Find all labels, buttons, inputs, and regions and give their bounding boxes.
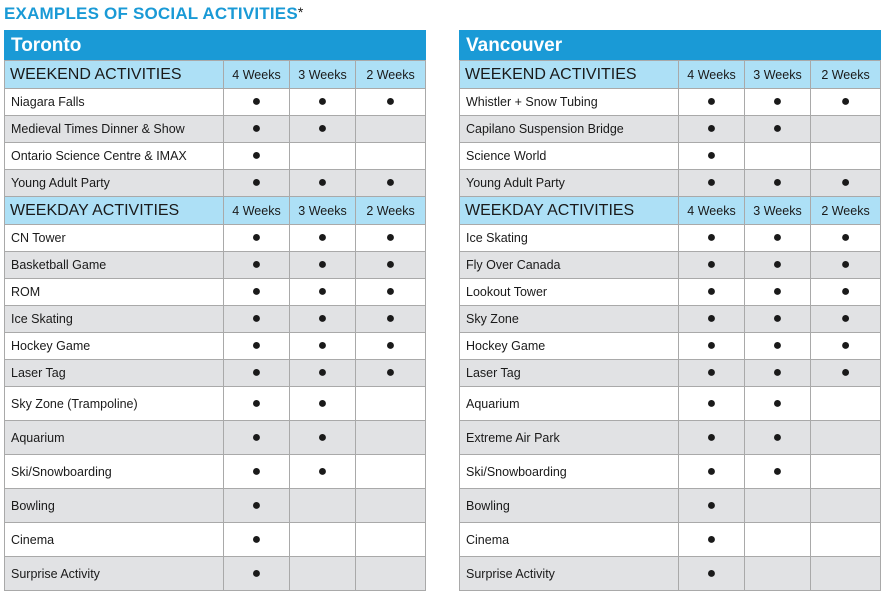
availability-cell — [679, 143, 745, 170]
availability-cell — [679, 387, 745, 421]
availability-cell — [679, 89, 745, 116]
activity-row — [460, 421, 881, 455]
availability-cell — [679, 306, 745, 333]
availability-cell — [679, 455, 745, 489]
availability-cell — [290, 89, 356, 116]
dot-icon: ● — [251, 394, 262, 412]
availability-cell — [811, 306, 881, 333]
availability-cell — [356, 387, 426, 421]
availability-cell — [290, 252, 356, 279]
activity-row — [5, 557, 426, 591]
weeks-column-header: 3 Weeks — [290, 61, 356, 89]
dot-icon: ● — [317, 256, 328, 273]
activity-row — [460, 89, 881, 116]
dot-icon: ● — [840, 364, 851, 381]
availability-cell — [811, 252, 881, 279]
availability-cell — [745, 252, 811, 279]
dot-icon: ● — [706, 310, 717, 327]
vancouver-panel — [459, 30, 881, 591]
vancouver-activities-table — [459, 30, 881, 591]
availability-cell — [356, 89, 426, 116]
activity-name: Laser Tag — [460, 360, 679, 387]
activity-name: Fly Over Canada — [460, 252, 679, 279]
activity-name: Cinema — [460, 523, 679, 557]
dot-icon: ● — [317, 462, 328, 480]
availability-cell — [224, 225, 290, 252]
dot-icon: ● — [706, 394, 717, 412]
availability-cell — [224, 489, 290, 523]
availability-cell — [679, 279, 745, 306]
dot-icon: ● — [317, 310, 328, 327]
weekday-activities-heading: WEEKDAY ACTIVITIES — [460, 197, 679, 225]
footnote-mark: * — [297, 4, 304, 20]
activity-row — [5, 306, 426, 333]
availability-cell — [745, 89, 811, 116]
availability-cell — [745, 455, 811, 489]
activity-name: Surprise Activity — [5, 557, 224, 591]
availability-cell — [745, 523, 811, 557]
activity-row — [5, 333, 426, 360]
dot-icon: ● — [251, 93, 262, 110]
dot-icon: ● — [772, 256, 783, 273]
dot-icon: ● — [772, 394, 783, 412]
availability-cell — [811, 225, 881, 252]
dot-icon: ● — [840, 256, 851, 273]
availability-cell — [290, 116, 356, 143]
dot-icon: ● — [706, 229, 717, 246]
dot-icon: ● — [317, 428, 328, 446]
availability-cell — [356, 225, 426, 252]
activity-row — [460, 279, 881, 306]
availability-cell — [224, 306, 290, 333]
availability-cell — [811, 170, 881, 197]
activity-name: Sky Zone (Trampoline) — [5, 387, 224, 421]
availability-cell — [356, 421, 426, 455]
dot-icon: ● — [251, 428, 262, 446]
availability-cell — [224, 387, 290, 421]
activity-row — [460, 306, 881, 333]
activity-name: Young Adult Party — [5, 170, 224, 197]
availability-cell — [356, 523, 426, 557]
activity-row — [5, 170, 426, 197]
activity-row — [460, 360, 881, 387]
dot-icon: ● — [251, 147, 262, 164]
toronto-panel — [4, 30, 426, 591]
availability-cell — [356, 279, 426, 306]
activity-row — [460, 170, 881, 197]
availability-cell — [679, 523, 745, 557]
dot-icon: ● — [251, 530, 262, 548]
dot-icon: ● — [385, 93, 396, 110]
activity-name: Hockey Game — [5, 333, 224, 360]
dot-icon: ● — [772, 229, 783, 246]
availability-cell — [356, 143, 426, 170]
activity-row — [460, 116, 881, 143]
activity-name: Ski/Snowboarding — [460, 455, 679, 489]
dot-icon: ● — [385, 310, 396, 327]
availability-cell — [290, 279, 356, 306]
dot-icon: ● — [251, 310, 262, 327]
availability-cell — [290, 455, 356, 489]
activity-name: Surprise Activity — [460, 557, 679, 591]
weekend-activities-header-row — [460, 61, 881, 89]
availability-cell — [290, 333, 356, 360]
activity-row — [5, 89, 426, 116]
activity-name: Science World — [460, 143, 679, 170]
activity-row — [460, 252, 881, 279]
dot-icon: ● — [251, 564, 262, 582]
dot-icon: ● — [706, 120, 717, 137]
activity-name: Laser Tag — [5, 360, 224, 387]
activity-row — [460, 225, 881, 252]
dot-icon: ● — [317, 174, 328, 191]
dot-icon: ● — [385, 174, 396, 191]
availability-cell — [679, 252, 745, 279]
activity-name: Basketball Game — [5, 252, 224, 279]
availability-cell — [290, 557, 356, 591]
dot-icon: ● — [840, 310, 851, 327]
activity-name: ROM — [5, 279, 224, 306]
dot-icon: ● — [251, 462, 262, 480]
toronto-activities-table — [4, 30, 426, 591]
availability-cell — [290, 143, 356, 170]
dot-icon: ● — [706, 564, 717, 582]
availability-cell — [745, 170, 811, 197]
dot-icon: ● — [772, 337, 783, 354]
dot-icon: ● — [385, 256, 396, 273]
availability-cell — [290, 387, 356, 421]
activity-row — [5, 279, 426, 306]
activity-name: Hockey Game — [460, 333, 679, 360]
city-header: Toronto — [5, 31, 426, 61]
weeks-column-header: 4 Weeks — [224, 61, 290, 89]
activity-name: Aquarium — [5, 421, 224, 455]
activity-name: Niagara Falls — [5, 89, 224, 116]
availability-cell — [745, 557, 811, 591]
availability-cell — [679, 116, 745, 143]
availability-cell — [224, 89, 290, 116]
dot-icon: ● — [317, 394, 328, 412]
weeks-column-header: 2 Weeks — [811, 61, 881, 89]
availability-cell — [679, 225, 745, 252]
availability-cell — [679, 360, 745, 387]
dot-icon: ● — [706, 428, 717, 446]
availability-cell — [811, 557, 881, 591]
dot-icon: ● — [317, 120, 328, 137]
availability-cell — [745, 489, 811, 523]
activity-row — [460, 523, 881, 557]
activity-name: Lookout Tower — [460, 279, 679, 306]
availability-cell — [224, 455, 290, 489]
activity-row — [460, 143, 881, 170]
activity-row — [5, 143, 426, 170]
dot-icon: ● — [317, 337, 328, 354]
activity-row — [5, 225, 426, 252]
dot-icon: ● — [706, 364, 717, 381]
availability-cell — [224, 116, 290, 143]
dot-icon: ● — [251, 120, 262, 137]
availability-cell — [811, 523, 881, 557]
availability-cell — [224, 143, 290, 170]
availability-cell — [224, 252, 290, 279]
weeks-column-header: 3 Weeks — [745, 197, 811, 225]
dot-icon: ● — [706, 496, 717, 514]
availability-cell — [224, 333, 290, 360]
page-title — [4, 4, 304, 24]
dot-icon: ● — [251, 496, 262, 514]
dot-icon: ● — [840, 174, 851, 191]
weeks-column-header: 4 Weeks — [224, 197, 290, 225]
dot-icon: ● — [772, 310, 783, 327]
availability-cell — [290, 360, 356, 387]
availability-cell — [224, 557, 290, 591]
weekend-activities-heading: WEEKEND ACTIVITIES — [460, 61, 679, 89]
availability-cell — [356, 306, 426, 333]
availability-cell — [356, 333, 426, 360]
availability-cell — [290, 306, 356, 333]
activity-row — [460, 455, 881, 489]
dot-icon: ● — [706, 174, 717, 191]
availability-cell — [811, 279, 881, 306]
page-title-text: EXAMPLES OF SOCIAL ACTIVITIES — [4, 4, 298, 23]
availability-cell — [745, 306, 811, 333]
availability-cell — [745, 279, 811, 306]
dot-icon: ● — [251, 337, 262, 354]
availability-cell — [224, 279, 290, 306]
weeks-column-header: 2 Weeks — [811, 197, 881, 225]
activity-row — [5, 387, 426, 421]
availability-cell — [811, 333, 881, 360]
availability-cell — [745, 116, 811, 143]
activity-name: Ice Skating — [5, 306, 224, 333]
activity-name: Whistler + Snow Tubing — [460, 89, 679, 116]
dot-icon: ● — [317, 364, 328, 381]
dot-icon: ● — [772, 428, 783, 446]
availability-cell — [290, 489, 356, 523]
activity-name: CN Tower — [5, 225, 224, 252]
availability-cell — [811, 89, 881, 116]
activity-name: Medieval Times Dinner & Show — [5, 116, 224, 143]
dot-icon: ● — [251, 256, 262, 273]
weekday-activities-header-row — [460, 197, 881, 225]
dot-icon: ● — [840, 337, 851, 354]
activity-name: Ontario Science Centre & IMAX — [5, 143, 224, 170]
availability-cell — [290, 170, 356, 197]
availability-cell — [811, 116, 881, 143]
weekend-activities-heading: WEEKEND ACTIVITIES — [5, 61, 224, 89]
availability-cell — [745, 225, 811, 252]
activity-row — [460, 387, 881, 421]
dot-icon: ● — [317, 93, 328, 110]
dot-icon: ● — [840, 283, 851, 300]
availability-cell — [811, 387, 881, 421]
activity-name: Ice Skating — [460, 225, 679, 252]
activity-row — [5, 489, 426, 523]
availability-cell — [679, 170, 745, 197]
activity-row — [5, 252, 426, 279]
dot-icon: ● — [706, 283, 717, 300]
availability-cell — [745, 143, 811, 170]
dot-icon: ● — [385, 337, 396, 354]
availability-cell — [356, 557, 426, 591]
activity-row — [5, 421, 426, 455]
weeks-column-header: 4 Weeks — [679, 61, 745, 89]
availability-cell — [356, 116, 426, 143]
activity-row — [5, 116, 426, 143]
dot-icon: ● — [317, 283, 328, 300]
weeks-column-header: 2 Weeks — [356, 61, 426, 89]
activity-row — [460, 489, 881, 523]
availability-cell — [745, 333, 811, 360]
weeks-column-header: 3 Weeks — [290, 197, 356, 225]
availability-cell — [811, 360, 881, 387]
availability-cell — [679, 333, 745, 360]
dot-icon: ● — [772, 283, 783, 300]
dot-icon: ● — [251, 283, 262, 300]
dot-icon: ● — [251, 229, 262, 246]
availability-cell — [356, 170, 426, 197]
dot-icon: ● — [706, 530, 717, 548]
activity-row — [460, 333, 881, 360]
activity-name: Extreme Air Park — [460, 421, 679, 455]
activity-name: Cinema — [5, 523, 224, 557]
activity-name: Bowling — [460, 489, 679, 523]
activity-name: Sky Zone — [460, 306, 679, 333]
dot-icon: ● — [251, 364, 262, 381]
activity-row — [5, 360, 426, 387]
dot-icon: ● — [706, 337, 717, 354]
weekday-activities-heading: WEEKDAY ACTIVITIES — [5, 197, 224, 225]
weeks-column-header: 3 Weeks — [745, 61, 811, 89]
dot-icon: ● — [772, 462, 783, 480]
availability-cell — [356, 455, 426, 489]
availability-cell — [811, 455, 881, 489]
weekend-activities-header-row — [5, 61, 426, 89]
availability-cell — [356, 360, 426, 387]
dot-icon: ● — [706, 462, 717, 480]
dot-icon: ● — [706, 93, 717, 110]
activity-name: Ski/Snowboarding — [5, 455, 224, 489]
dot-icon: ● — [385, 229, 396, 246]
availability-cell — [811, 421, 881, 455]
availability-cell — [224, 523, 290, 557]
activity-row — [5, 455, 426, 489]
dot-icon: ● — [385, 364, 396, 381]
activity-row — [460, 557, 881, 591]
activity-row — [5, 523, 426, 557]
availability-cell — [224, 360, 290, 387]
dot-icon: ● — [840, 93, 851, 110]
availability-cell — [811, 143, 881, 170]
dot-icon: ● — [772, 174, 783, 191]
dot-icon: ● — [385, 283, 396, 300]
availability-cell — [290, 523, 356, 557]
weeks-column-header: 2 Weeks — [356, 197, 426, 225]
dot-icon: ● — [840, 229, 851, 246]
activity-name: Capilano Suspension Bridge — [460, 116, 679, 143]
dot-icon: ● — [706, 147, 717, 164]
activity-name: Young Adult Party — [460, 170, 679, 197]
activity-name: Bowling — [5, 489, 224, 523]
dot-icon: ● — [706, 256, 717, 273]
availability-cell — [679, 489, 745, 523]
availability-cell — [224, 170, 290, 197]
dot-icon: ● — [251, 174, 262, 191]
availability-cell — [679, 557, 745, 591]
availability-cell — [356, 489, 426, 523]
dot-icon: ● — [317, 229, 328, 246]
availability-cell — [290, 421, 356, 455]
availability-cell — [811, 489, 881, 523]
availability-cell — [745, 421, 811, 455]
weekday-activities-header-row — [5, 197, 426, 225]
availability-cell — [745, 360, 811, 387]
availability-cell — [224, 421, 290, 455]
availability-cell — [356, 252, 426, 279]
dot-icon: ● — [772, 93, 783, 110]
availability-cell — [679, 421, 745, 455]
availability-cell — [290, 225, 356, 252]
availability-cell — [745, 387, 811, 421]
dot-icon: ● — [772, 364, 783, 381]
dot-icon: ● — [772, 120, 783, 137]
weeks-column-header: 4 Weeks — [679, 197, 745, 225]
activity-name: Aquarium — [460, 387, 679, 421]
city-header: Vancouver — [460, 31, 881, 61]
